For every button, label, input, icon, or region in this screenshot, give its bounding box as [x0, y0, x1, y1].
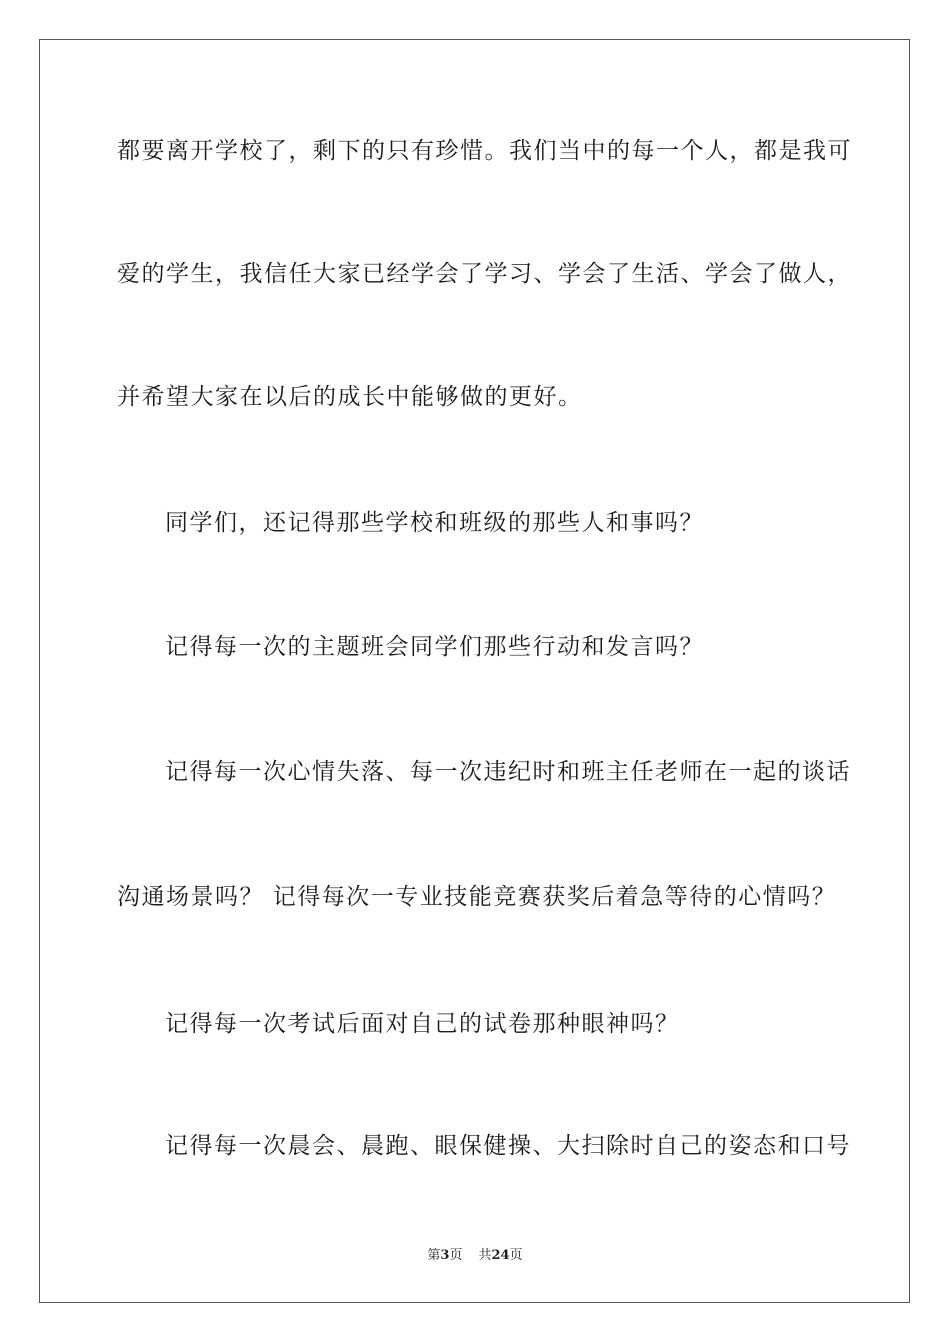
text-line-3: 并希望大家在以后的成长中能够做的更好。: [117, 384, 583, 410]
total-pages: 24: [491, 1248, 510, 1263]
text-line-2: 爱的学生，我信任大家已经学会了学习、学会了生活、学会了做人，: [117, 261, 852, 287]
page-label-suffix: 页: [449, 1248, 463, 1263]
page-border: [39, 39, 910, 1303]
text-line-4: 同学们，还记得那些学校和班级的那些人和事吗？: [165, 510, 704, 536]
text-line-5: 记得每一次的主题班会同学们那些行动和发言吗？: [165, 634, 704, 660]
text-line-6: 记得每一次心情失落、每一次违纪时和班主任老师在一起的谈话: [165, 759, 851, 785]
text-line-8: 记得每一次考试后面对自己的试卷那种眼神吗？: [165, 1011, 680, 1037]
text-line-7: 沟通场景吗？ 记得每次一专业技能竞赛获奖后着急等待的心情吗？: [117, 884, 837, 910]
page-footer: [0, 1247, 950, 1265]
text-line-9: 记得每一次晨会、晨跑、眼保健操、大扫除时自己的姿态和口号: [165, 1133, 851, 1159]
page-label-prefix: 第: [427, 1248, 441, 1263]
text-line-1: 都要离开学校了，剩下的只有珍惜。我们当中的每一个人，都是我可: [117, 138, 852, 164]
total-label-prefix: 共: [478, 1248, 492, 1263]
page-number: 3: [440, 1248, 450, 1263]
total-label-suffix: 页: [509, 1248, 523, 1263]
